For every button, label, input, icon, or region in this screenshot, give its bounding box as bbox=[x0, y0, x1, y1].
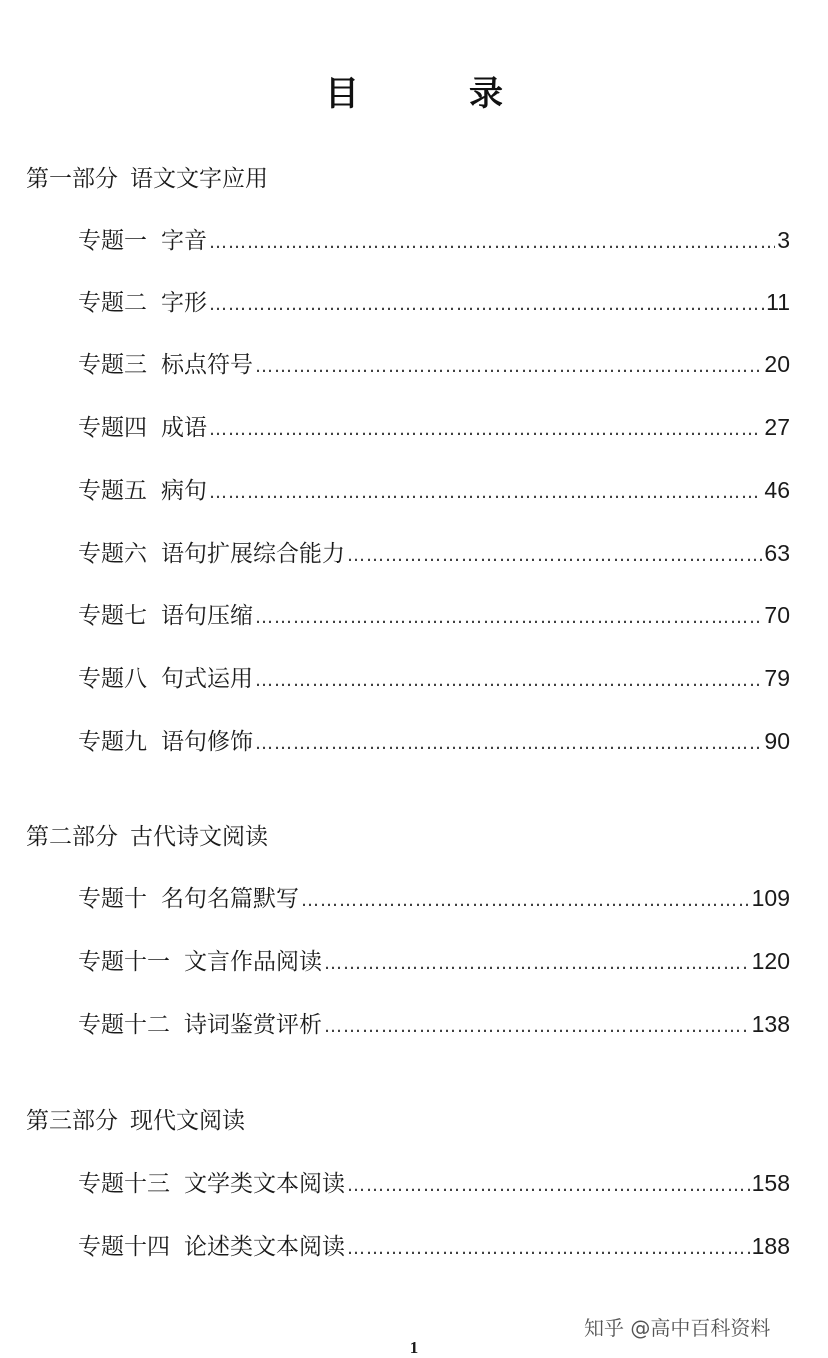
toc-entry[interactable] bbox=[78, 472, 790, 504]
dot-leader bbox=[255, 733, 762, 754]
topic-number: 专题六 bbox=[78, 541, 147, 567]
topic-label: 论述类文本阅读 bbox=[184, 1234, 345, 1260]
topic-number: 专题八 bbox=[78, 666, 147, 692]
toc-entry[interactable] bbox=[78, 409, 790, 441]
page-number: 188 bbox=[751, 1233, 790, 1259]
topic-label: 语句修饰 bbox=[161, 729, 253, 755]
topic-number: 专题十四 bbox=[78, 1234, 170, 1260]
page-number: 90 bbox=[764, 728, 790, 754]
toc-entry[interactable] bbox=[78, 597, 790, 629]
dot-leader bbox=[209, 419, 762, 440]
toc-entry[interactable] bbox=[78, 535, 790, 567]
topic-number: 专题五 bbox=[78, 478, 147, 504]
toc-entry[interactable] bbox=[78, 1228, 790, 1260]
topic-label: 文学类文本阅读 bbox=[184, 1171, 345, 1197]
topic-number: 专题四 bbox=[78, 415, 147, 441]
topic-label: 标点符号 bbox=[161, 352, 253, 378]
part-name: 古代诗文阅读 bbox=[130, 824, 268, 850]
topic-number: 专题九 bbox=[78, 729, 147, 755]
part-number: 第二部分 bbox=[26, 824, 118, 850]
page-number: 11 bbox=[766, 289, 790, 315]
dot-leader bbox=[324, 1016, 750, 1037]
topic-number: 专题十二 bbox=[78, 1012, 170, 1038]
toc-entry[interactable] bbox=[78, 222, 790, 254]
toc-entry[interactable] bbox=[78, 1165, 790, 1197]
part-number: 第三部分 bbox=[26, 1108, 118, 1134]
dot-leader bbox=[255, 670, 762, 691]
part-heading-2 bbox=[26, 818, 268, 851]
topic-number: 专题二 bbox=[78, 290, 147, 316]
page-number: 138 bbox=[751, 1011, 790, 1037]
page-number: 120 bbox=[751, 948, 790, 974]
dot-leader bbox=[347, 1238, 750, 1259]
page-number: 3 bbox=[777, 227, 790, 253]
topic-label: 字形 bbox=[161, 290, 207, 316]
toc-entry[interactable] bbox=[78, 284, 790, 316]
dot-leader bbox=[209, 294, 764, 315]
page-number: 20 bbox=[764, 351, 790, 377]
dot-leader bbox=[255, 607, 762, 628]
topic-label: 病句 bbox=[161, 478, 207, 504]
topic-label: 语句扩展综合能力 bbox=[161, 541, 345, 567]
dot-leader bbox=[347, 1175, 750, 1196]
part-name: 现代文阅读 bbox=[130, 1108, 245, 1134]
topic-label: 成语 bbox=[161, 415, 207, 441]
topic-number: 专题十三 bbox=[78, 1171, 170, 1197]
topic-number: 专题七 bbox=[78, 603, 147, 629]
toc-entry[interactable] bbox=[78, 660, 790, 692]
topic-label: 诗词鉴赏评析 bbox=[184, 1012, 322, 1038]
page-number: 27 bbox=[764, 414, 790, 440]
toc-entry[interactable] bbox=[78, 346, 790, 378]
dot-leader bbox=[347, 545, 762, 566]
dot-leader bbox=[301, 890, 750, 911]
page-number: 46 bbox=[764, 477, 790, 503]
topic-label: 句式运用 bbox=[161, 666, 253, 692]
part-name: 语文文字应用 bbox=[130, 166, 268, 192]
toc-entry[interactable] bbox=[78, 943, 790, 975]
toc-entry[interactable] bbox=[78, 1006, 790, 1038]
topic-label: 文言作品阅读 bbox=[184, 949, 322, 975]
page-number: 63 bbox=[764, 540, 790, 566]
topic-number: 专题十一 bbox=[78, 949, 170, 975]
topic-label: 字音 bbox=[161, 228, 207, 254]
part-heading-3 bbox=[26, 1102, 245, 1135]
dot-leader bbox=[209, 232, 775, 253]
page-title: 目 录 bbox=[325, 74, 541, 114]
footer-page-number: 1 bbox=[409, 1338, 419, 1357]
part-heading-1 bbox=[26, 160, 268, 193]
topic-number: 专题一 bbox=[78, 228, 147, 254]
page-number: 158 bbox=[751, 1170, 790, 1196]
dot-leader bbox=[209, 482, 762, 503]
toc-entry[interactable] bbox=[78, 723, 790, 755]
page-number: 70 bbox=[764, 602, 790, 628]
watermark: 知乎 @高中百科资料 bbox=[584, 1316, 771, 1340]
topic-label: 名句名篇默写 bbox=[161, 886, 299, 912]
topic-number: 专题十 bbox=[78, 886, 147, 912]
topic-number: 专题三 bbox=[78, 352, 147, 378]
dot-leader bbox=[324, 953, 750, 974]
dot-leader bbox=[255, 356, 762, 377]
topic-label: 语句压缩 bbox=[161, 603, 253, 629]
toc-entry[interactable] bbox=[78, 880, 790, 912]
page-number: 79 bbox=[764, 665, 790, 691]
page-number: 109 bbox=[751, 885, 790, 911]
part-number: 第一部分 bbox=[26, 166, 118, 192]
